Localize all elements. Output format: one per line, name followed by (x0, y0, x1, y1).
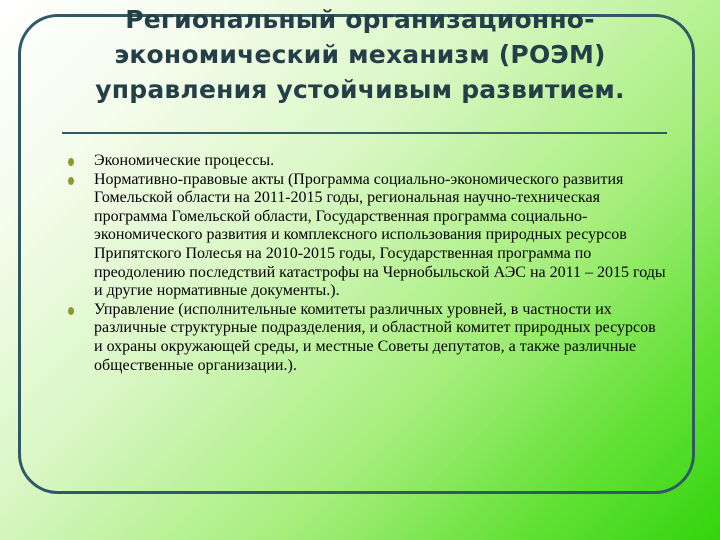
bullet-item-management (68, 301, 668, 375)
bullet-dot-icon (68, 307, 74, 315)
bullet-dot-icon (68, 158, 74, 166)
bullet-dot-icon (68, 177, 74, 185)
bullet-text: Экономические процессы. (94, 152, 275, 169)
bullet-list (68, 152, 668, 375)
bullet-text: Нормативно-правовые акты (Программа социально-экономического развития Гомельской области на 2011-2015 годы, региональная научно-техническая программа Гомельской области, Государственная программа социально-экономического развития и комплексного использования природных ресурсов Припятского Полесья на 2010-2015 годы, Государственная программа по преодолению последствий катастрофы на Чернобыльской АЭС на 2011 – 2015 годы и другие нормативные документы.). (94, 170, 666, 300)
bullet-item-economic-processes (68, 152, 668, 171)
bullet-text: Управление (исполнительные комитеты различных уровней, в частности их различные структурные подразделения, и областной комитет природных ресурсов и охраны окружающей среды, и местные Советы депутатов, а также различные общественные организации.). (94, 300, 656, 374)
title-divider (62, 132, 667, 134)
bullet-item-legal-acts (68, 171, 668, 301)
slide-title: Региональный организационно-экономический механизм (РОЭМ) управления устойчивым развитием. (95, 5, 625, 104)
